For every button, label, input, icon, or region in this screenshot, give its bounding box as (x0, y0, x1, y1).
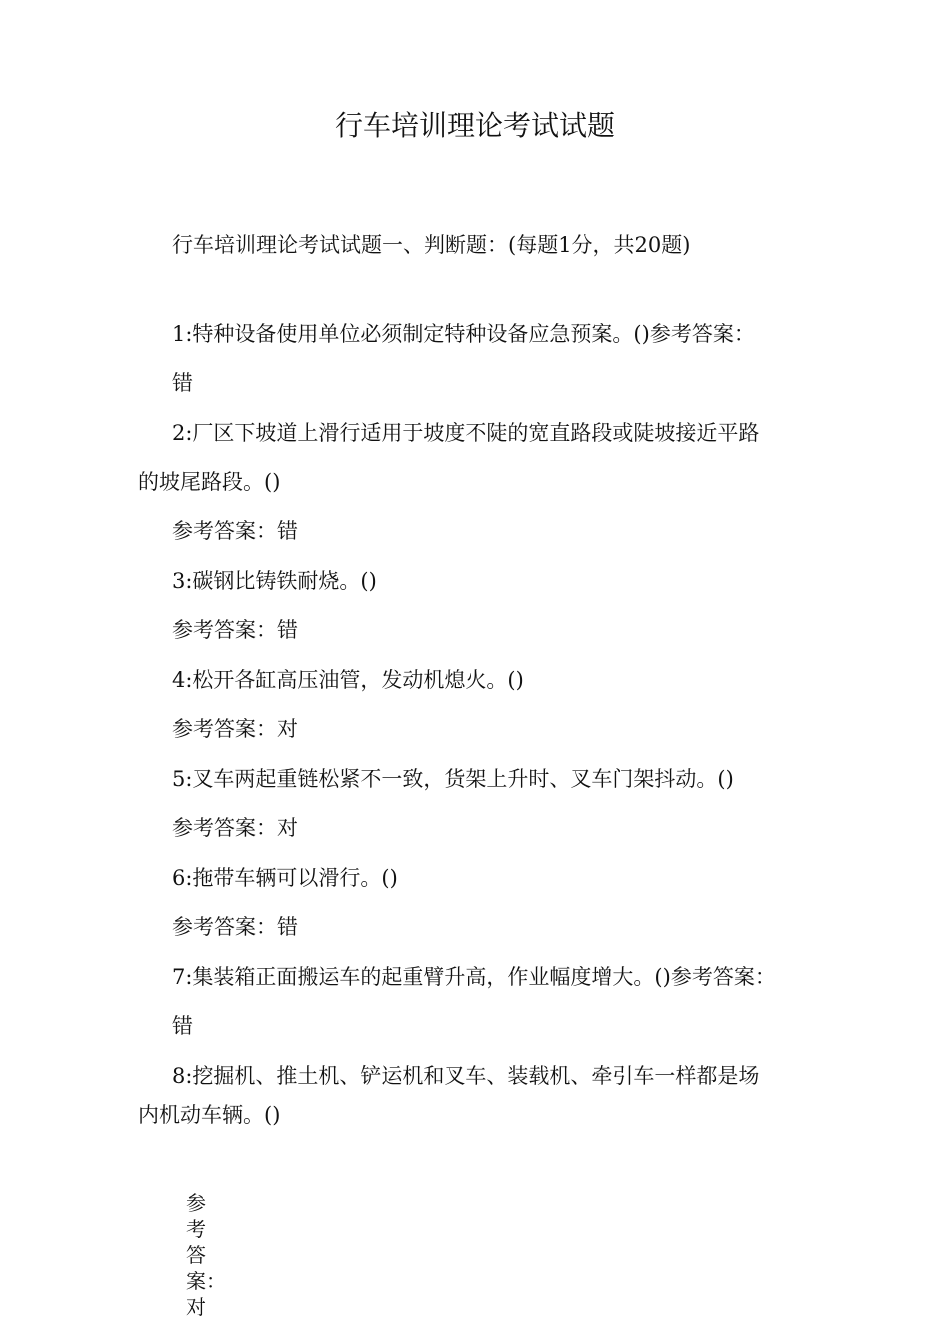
question-7-answer: 错 (172, 1014, 193, 1038)
question-4-answer: 参考答案：对 (172, 717, 298, 741)
question-2-line-2: 的坡尾路段。() (138, 470, 281, 494)
question-6: 6:拖带车辆可以滑行。() (172, 866, 398, 890)
question-7-line-1: 7:集装箱正面搬运车的起重臂升高，作业幅度增大。()参考答案： (172, 965, 776, 989)
question-8-answer-vertical: 参考答案：对 (186, 1191, 226, 1319)
question-6-answer: 参考答案：错 (172, 915, 298, 939)
question-5: 5:叉车两起重链松紧不一致，货架上升时、叉车门架抖动。() (172, 767, 734, 791)
question-2-line-1: 2:厂区下坡道上滑行适用于坡度不陡的宽直路段或陡坡接近平路 (172, 421, 760, 445)
question-3: 3:碳钢比铸铁耐烧。() (172, 569, 377, 593)
question-1-answer: 错 (172, 371, 193, 395)
section-intro: 行车培训理论考试试题一、判断题：(每题1分，共20题) (172, 233, 691, 257)
question-5-answer: 参考答案：对 (172, 816, 298, 840)
question-8-line-1: 8:挖掘机、推土机、铲运机和叉车、装载机、牵引车一样都是场 (172, 1064, 760, 1088)
page-title: 行车培训理论考试试题 (334, 109, 615, 142)
question-4: 4:松开各缸高压油管，发动机熄火。() (172, 668, 524, 692)
question-2-answer: 参考答案：错 (172, 519, 298, 543)
question-8-line-2: 内机动车辆。() (138, 1103, 281, 1127)
question-1-line-1: 1:特种设备使用单位必须制定特种设备应急预案。()参考答案： (172, 322, 755, 346)
question-3-answer: 参考答案：错 (172, 618, 298, 642)
